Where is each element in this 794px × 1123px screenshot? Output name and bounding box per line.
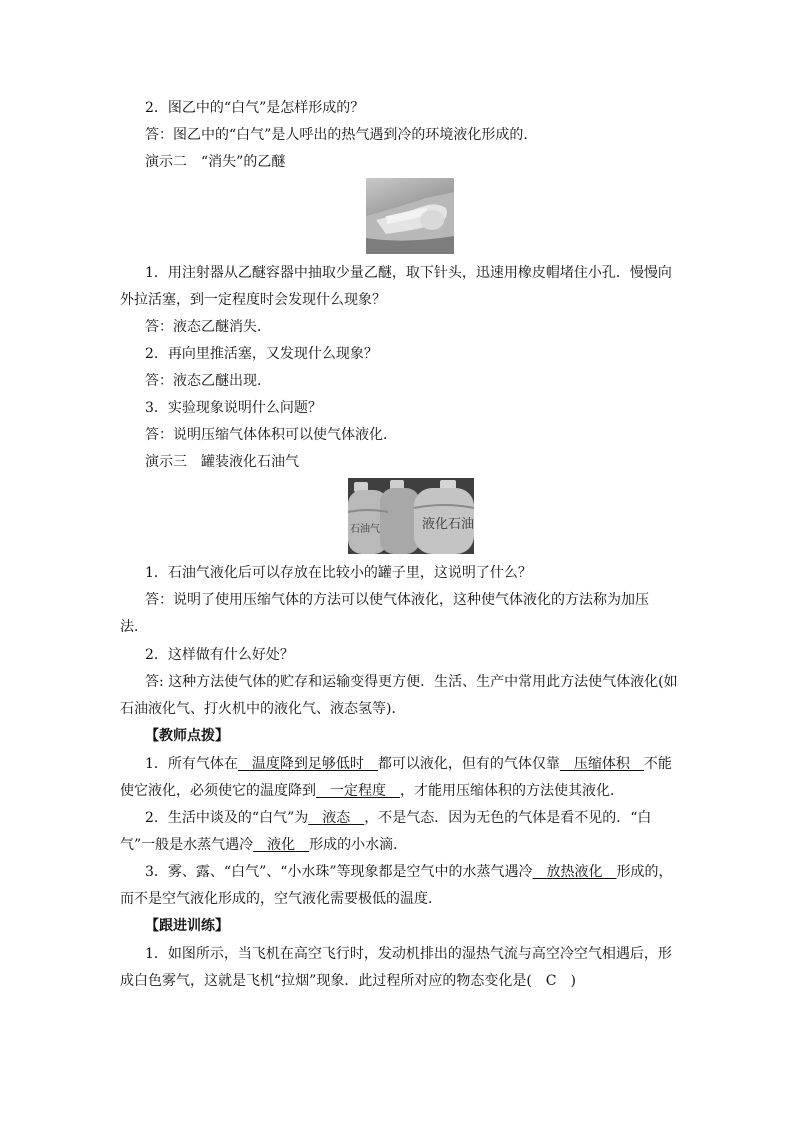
demo-2-question-3: 3．实验现象说明什么问题？ — [145, 400, 322, 416]
demo-3-answer-1-line-1: 答：说明了使用压缩气体的方法可以使气体液化，这种使气体液化的方法称为加压 — [145, 592, 649, 608]
blank-answer: 放热液化 — [546, 864, 603, 880]
text: 使它液化，必须使它的温度降到 — [120, 783, 316, 799]
fill-in-blank — [316, 783, 400, 799]
follow-up-training-heading: 【跟进训练】 — [145, 918, 229, 934]
text: 2．生活中谈及的“白气”为 — [145, 810, 309, 826]
teacher-point-1-line-2 — [120, 782, 624, 800]
teacher-point-3-line-2: 而不是空气液化形成的，空气液化需要极低的温度． — [120, 891, 442, 907]
demo-2-heading: 演示二 “消失”的乙醚 — [145, 154, 286, 170]
fill-in-blank — [238, 756, 378, 772]
fill-in-blank — [253, 837, 309, 853]
demo-2-question-2: 2．再向里推活塞，又发现什么现象？ — [145, 346, 378, 362]
ether-syringe-photo — [366, 178, 454, 254]
teacher-point-2-line-1 — [145, 809, 651, 827]
cylinder-label-right: 液化石油 — [422, 517, 474, 532]
demo-3-answer-2-line-1: 答: 这种方法使气体的贮存和运输变得更方便．生活、生产中常用此方法使气体液化(如 — [145, 674, 678, 690]
teacher-point-2-line-2 — [120, 836, 407, 854]
teacher-point-3-line-1 — [145, 863, 673, 881]
text: 气”一般是水蒸气遇冷 — [120, 837, 254, 853]
demo-3-question-2: 2．这样做有什么好处？ — [145, 647, 294, 663]
teacher-notes-heading: 【教师点拨】 — [145, 728, 229, 744]
blank-answer: 液态 — [322, 810, 351, 826]
demo-2-question-1-line-2: 外拉活塞，到一定程度时会发现什么现象？ — [120, 292, 386, 308]
text: 形成的， — [616, 864, 673, 880]
lpg-cylinders-photo — [348, 478, 474, 554]
demo-3-answer-1-line-2: 法． — [120, 619, 148, 635]
text: 都可以液化，但有的气体仅靠 — [377, 756, 560, 772]
fill-in-blank — [308, 810, 364, 826]
question-2: 2．图乙中的“白气”是怎样形成的？ — [145, 100, 365, 116]
demo-2-answer-2: 答：液态乙醚出现． — [145, 373, 271, 389]
answer-2: 答：图乙中的“白气”是人呼出的热气遇到冷的环境液化形成的． — [145, 127, 538, 143]
text: 不能 — [643, 756, 672, 772]
text: ，不是气态．因为无色的气体是看不见的．“白 — [364, 810, 652, 826]
text: ，才能用压缩体积的方法使其液化． — [400, 783, 624, 799]
teacher-point-1-line-1 — [145, 755, 672, 773]
blank-answer: 一定程度 — [330, 783, 386, 799]
training-question-1-line-1: 1．如图所示，当飞机在高空飞行时，发动机排出的湿热气流与高空冷空气相遇后，形 — [145, 946, 672, 962]
fill-in-blank — [533, 864, 617, 880]
demo-2-answer-1: 答：液态乙醚消失． — [145, 319, 271, 335]
blank-answer: 温度降到足够低时 — [251, 756, 364, 772]
demo-2-answer-3: 答：说明压缩气体体积可以使气体液化． — [145, 427, 397, 443]
demo-3-answer-2-line-2: 石油液化气、打火机中的液化气、液态氢等)． — [120, 701, 406, 717]
training-question-1-line-2: 成白色雾气，这就是飞机“拉烟”现象．此过程所对应的物态变化是( C ) — [120, 973, 576, 989]
fill-in-blank — [560, 756, 644, 772]
cylinder-label-left: 石油气 — [350, 524, 380, 535]
text: 3．雾、露、“白气”、“小水珠”等现象都是空气中的水蒸气遇冷 — [145, 864, 533, 880]
demo-3-question-1: 1．石油气液化后可以存放在比较小的罐子里，这说明了什么？ — [145, 565, 532, 581]
demo-3-heading: 演示三 罐装液化石油气 — [145, 454, 299, 470]
blank-answer: 压缩体积 — [573, 756, 630, 772]
demo-2-question-1-line-1: 1．用注射器从乙醚容器中抽取少量乙醚，取下针头，迅速用橡皮帽堵住小孔．慢慢向 — [145, 265, 672, 281]
text: 形成的小水滴． — [309, 837, 408, 853]
text: 1．所有气体在 — [145, 756, 238, 772]
blank-answer: 液化 — [267, 837, 296, 853]
